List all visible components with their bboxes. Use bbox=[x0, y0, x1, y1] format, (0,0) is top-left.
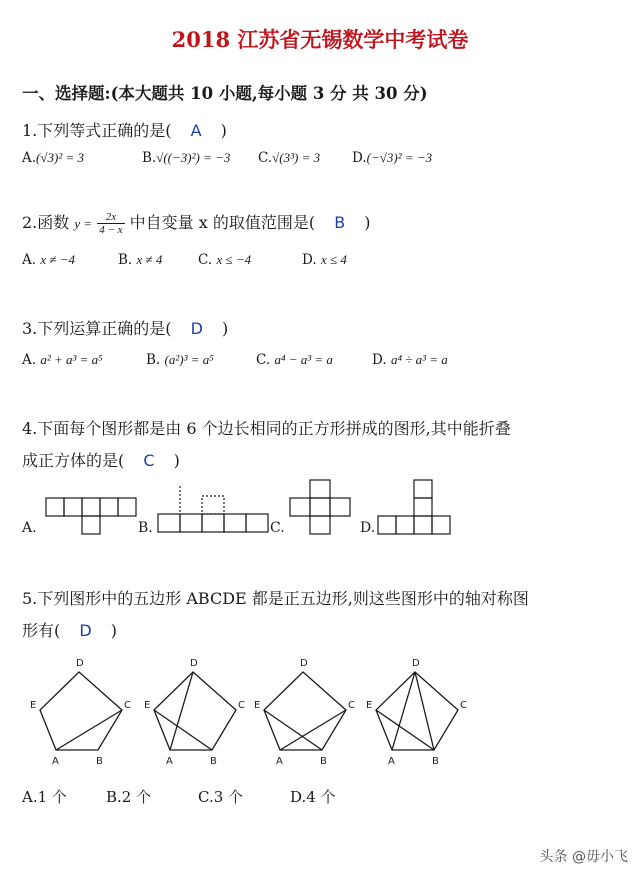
vertex-b-3: B bbox=[320, 756, 327, 767]
question-5-option-a bbox=[22, 786, 67, 807]
vertex-a-4: A bbox=[388, 756, 395, 767]
cube-nets-figure bbox=[0, 476, 640, 540]
section-heading: 一、选择题:(本大题共 10 小题,每小题 3 分 共 30 分) bbox=[22, 84, 428, 103]
option-text: 1 个 bbox=[37, 788, 67, 806]
question-3-answer: D bbox=[190, 319, 203, 338]
question-1-option-d bbox=[352, 150, 432, 166]
question-2-close: ) bbox=[364, 213, 371, 232]
vertex-c-3: C bbox=[348, 700, 355, 711]
net-a-label: A. bbox=[22, 520, 37, 536]
question-4-answer: C bbox=[143, 451, 155, 470]
pentagon-2 bbox=[154, 672, 236, 750]
vertex-b-2: B bbox=[210, 756, 217, 767]
option-label: B. bbox=[118, 252, 133, 268]
vertex-d-4: D bbox=[412, 658, 420, 669]
net-d-diagram bbox=[378, 480, 450, 534]
question-5-answer: D bbox=[79, 621, 92, 640]
option-label: B. bbox=[146, 352, 161, 368]
question-1-close: ) bbox=[220, 121, 227, 140]
question-4-close: ) bbox=[173, 451, 180, 470]
option-expr: a² + a³ = a⁵ bbox=[40, 352, 103, 367]
question-2-text-post: 中自变量 x 的取值范围是( bbox=[129, 213, 316, 232]
question-3-stem bbox=[22, 316, 228, 339]
option-expr: (a²)³ = a⁵ bbox=[164, 352, 214, 367]
vertex-d-2: D bbox=[190, 658, 198, 669]
net-c-label: C. bbox=[270, 520, 285, 536]
option-label: A. bbox=[22, 252, 37, 268]
option-label: C. bbox=[198, 252, 213, 268]
function-lhs: y = bbox=[74, 216, 93, 231]
fraction-denominator: 4 − x bbox=[99, 224, 123, 236]
question-5-option-c bbox=[198, 786, 243, 807]
pentagon-4 bbox=[376, 672, 458, 750]
option-expr: a⁴ − a³ = a bbox=[274, 352, 333, 367]
question-3-option-c bbox=[256, 352, 333, 368]
option-label: D. bbox=[372, 352, 387, 368]
vertex-e-3: E bbox=[254, 700, 261, 711]
question-5-option-d bbox=[290, 786, 336, 807]
vertex-a-3: A bbox=[276, 756, 283, 767]
option-label: C. bbox=[258, 150, 273, 166]
question-5-line-2 bbox=[22, 618, 117, 641]
question-1-answer: A bbox=[190, 121, 202, 140]
function-fraction bbox=[97, 211, 124, 236]
option-text: 2 个 bbox=[121, 788, 152, 806]
net-b-label: B. bbox=[138, 520, 153, 536]
question-4-line-2 bbox=[22, 448, 180, 471]
net-d-label: D. bbox=[360, 520, 376, 536]
vertex-b-1: B bbox=[96, 756, 103, 767]
option-expr: √(3³) = 3 bbox=[272, 150, 321, 165]
option-label: D. bbox=[352, 150, 367, 166]
vertex-d-3: D bbox=[300, 658, 308, 669]
question-5-option-b bbox=[106, 786, 151, 807]
page-title: 2018 江苏省无锡数学中考试卷 bbox=[171, 27, 469, 52]
vertex-c-1: C bbox=[124, 700, 131, 711]
option-expr: (−√3)² = −3 bbox=[366, 150, 433, 165]
question-2-option-a bbox=[22, 252, 75, 268]
question-3-option-a bbox=[22, 352, 103, 368]
question-1-option-a bbox=[22, 150, 84, 166]
vertex-c-2: C bbox=[238, 700, 245, 711]
option-text: 3 个 bbox=[213, 788, 244, 806]
vertex-b-4: B bbox=[432, 756, 439, 767]
option-expr: x ≤ 4 bbox=[320, 252, 347, 267]
question-5-line-1: 5.下列图形中的五边形 ABCDE 都是正五边形,则这些图形中的轴对称图 bbox=[22, 589, 529, 608]
vertex-c-4: C bbox=[460, 700, 467, 711]
option-expr: (√3)² = 3 bbox=[36, 150, 85, 165]
pentagon-vertex-labels bbox=[30, 658, 467, 767]
fraction-numerator: 2x bbox=[97, 211, 124, 224]
question-1-option-b bbox=[142, 150, 230, 166]
option-label: B. bbox=[142, 150, 157, 166]
net-c-diagram bbox=[290, 480, 350, 534]
option-expr: x ≤ −4 bbox=[216, 252, 252, 267]
question-2-stem bbox=[22, 210, 371, 236]
option-expr: x ≠ 4 bbox=[136, 252, 163, 267]
vertex-d-1: D bbox=[76, 658, 84, 669]
option-label: C. bbox=[256, 352, 271, 368]
option-label: A. bbox=[22, 788, 38, 806]
option-text: 4 个 bbox=[306, 788, 336, 806]
question-2-option-b bbox=[118, 252, 162, 268]
question-2-option-c bbox=[198, 252, 251, 268]
pentagon-3 bbox=[264, 672, 346, 750]
question-4-text: 成正方体的是( bbox=[22, 451, 125, 470]
option-expr: a⁴ ÷ a³ = a bbox=[390, 352, 448, 367]
question-4-line-1: 4.下面每个图形都是由 6 个边长相同的正方形拼成的图形,其中能折叠 bbox=[22, 419, 511, 438]
option-label: C. bbox=[198, 788, 214, 806]
vertex-a-2: A bbox=[166, 756, 173, 767]
question-2-option-d bbox=[302, 252, 347, 268]
question-3-option-b bbox=[146, 352, 214, 368]
pentagon-1 bbox=[40, 672, 122, 750]
question-1-stem bbox=[22, 118, 227, 141]
option-label: D. bbox=[302, 252, 317, 268]
net-b-diagram bbox=[158, 486, 268, 532]
question-3-close: ) bbox=[222, 319, 229, 338]
option-label: B. bbox=[106, 788, 122, 806]
option-label: A. bbox=[22, 352, 37, 368]
question-5-text: 形有( bbox=[22, 621, 61, 640]
option-expr: x ≠ −4 bbox=[40, 252, 76, 267]
question-1-option-c bbox=[258, 150, 320, 166]
question-2-answer: B bbox=[334, 213, 346, 232]
vertex-e-1: E bbox=[30, 700, 37, 711]
question-5-close: ) bbox=[110, 621, 118, 640]
vertex-e-4: E bbox=[366, 700, 373, 711]
option-label: D. bbox=[290, 788, 307, 806]
watermark: 头条 @毋小飞 bbox=[539, 849, 628, 865]
vertex-e-2: E bbox=[144, 700, 151, 711]
question-2-text-pre: 2.函数 bbox=[22, 213, 70, 232]
option-label: A. bbox=[22, 150, 37, 166]
vertex-a-1: A bbox=[52, 756, 59, 767]
question-3-option-d bbox=[372, 352, 448, 368]
question-1-text: 1.下列等式正确的是( bbox=[22, 121, 172, 140]
pentagons-figure bbox=[0, 650, 640, 770]
option-expr: √((−3)²) = −3 bbox=[156, 150, 231, 165]
net-a-diagram bbox=[46, 498, 136, 534]
question-3-text: 3.下列运算正确的是( bbox=[22, 319, 172, 338]
